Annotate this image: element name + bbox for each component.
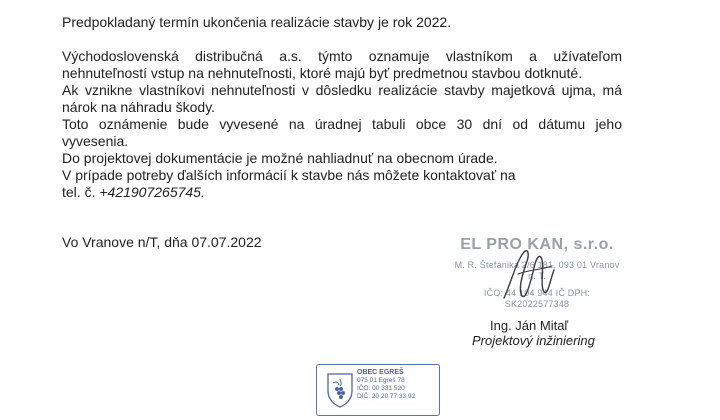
para4-line1: Do projektovej dokumentácie je možné nahliadnuť na obecnom úrade. [62, 150, 498, 166]
company-stamp-address: M. R. Štefánika 2/6 181, 093 01 Vranov n. T. [454, 260, 620, 281]
signer-name: Ing. Ján Mitaľ [490, 318, 569, 333]
obec-stamp-title: OBEC EGREŠ [357, 369, 404, 376]
para5-line1: V prípade potreby ďalších informácií k stavbe nás môžete kontaktovať na [62, 167, 516, 183]
signer-role: Projektový inžiniering [472, 333, 595, 348]
obec-stamp [316, 364, 440, 416]
obec-stamp-address: 075 01 Egreš 78 [357, 377, 405, 384]
para2-line2: nárok na náhradu škody. [62, 99, 216, 115]
para1-line1: Východoslovenská distribučná a.s. týmto oznamuje vlastníkom a užívateľom [62, 48, 622, 64]
obec-stamp-dic: DIČ: 20 20 77 33 92 [357, 393, 416, 400]
para3-line1: Toto oznámenie bude vyvesené na úradnej tabuli obce 30 dní od dátumu jeho [62, 116, 622, 132]
para2-line1: Ak vznikne vlastníkovi nehnuteľnosti v dôsledku realizácie stavby majetková ujma, má [62, 82, 622, 98]
phone-number: +421907265745. [99, 184, 205, 200]
obec-stamp-text [357, 369, 439, 401]
obec-stamp-ico: IČO: 00 331 520 [357, 385, 405, 392]
phone-line [62, 184, 205, 201]
company-stamp-name: EL PRO KAN, s.r.o. [460, 236, 614, 253]
company-stamp-ids: IČO: 44 104 944 IČ DPH: SK2022577348 [483, 288, 591, 309]
completion-sentence: Predpokladaný termín ukončenia realizácie stavby je rok 2022. [62, 14, 452, 30]
coat-of-arms-icon [325, 371, 355, 409]
phone-prefix: tel. č. [62, 184, 100, 200]
para1-line2: nehnuteľností vstup na nehnuteľnosti, ktoré majú byť predmetnou stavbou dotknuté. [62, 65, 583, 81]
handwritten-signature [494, 240, 564, 310]
para3-line2: vyvesenia. [62, 133, 129, 149]
place-date: Vo Vranove n/T, dňa 07.07.2022 [62, 234, 262, 250]
